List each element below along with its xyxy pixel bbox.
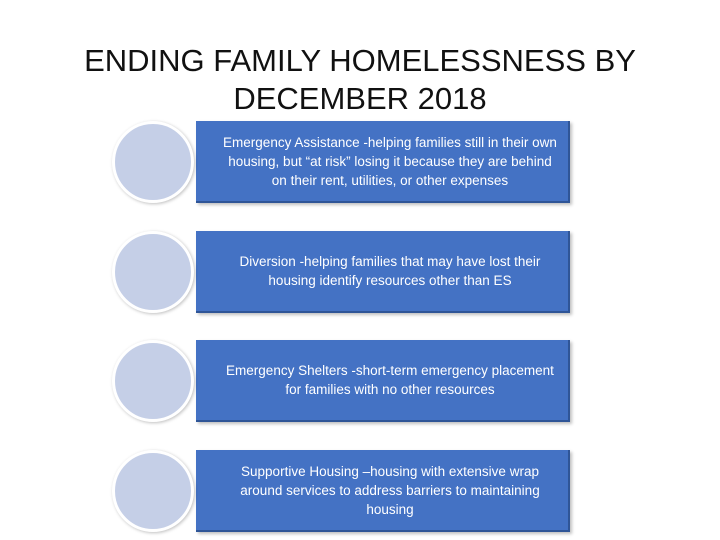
- list-item-emergency-shelters: [108, 340, 572, 424]
- item-box: [196, 231, 570, 313]
- bullet-circle: [112, 340, 194, 422]
- item-text: Emergency Assistance -helping families still in their own housing, but “at risk” losing it because they are behind on their rent, utilities, or other expenses: [223, 134, 557, 188]
- bullet-circle: [112, 450, 194, 532]
- list-item-diversion: [108, 231, 572, 315]
- bullet-circle: [112, 121, 194, 203]
- title-line-1: ENDING FAMILY HOMELESSNESS BY: [84, 43, 636, 78]
- item-box: [196, 340, 570, 422]
- list-item-supportive-housing: [108, 450, 572, 534]
- item-text: Supportive Housing –housing with extensive wrap around services to address barriers to maintaining housing: [240, 463, 540, 517]
- list-item-emergency-assistance: [108, 121, 572, 205]
- slide-title: [0, 42, 720, 118]
- item-box: [196, 450, 570, 532]
- item-text: Emergency Shelters -short-term emergency placement for families with no other resources: [226, 363, 554, 397]
- bullet-circle: [112, 231, 194, 313]
- title-line-2: DECEMBER 2018: [233, 81, 487, 116]
- item-text: Diversion -helping families that may have lost their housing identify resources other than ES: [239, 254, 541, 288]
- item-box: [196, 121, 570, 203]
